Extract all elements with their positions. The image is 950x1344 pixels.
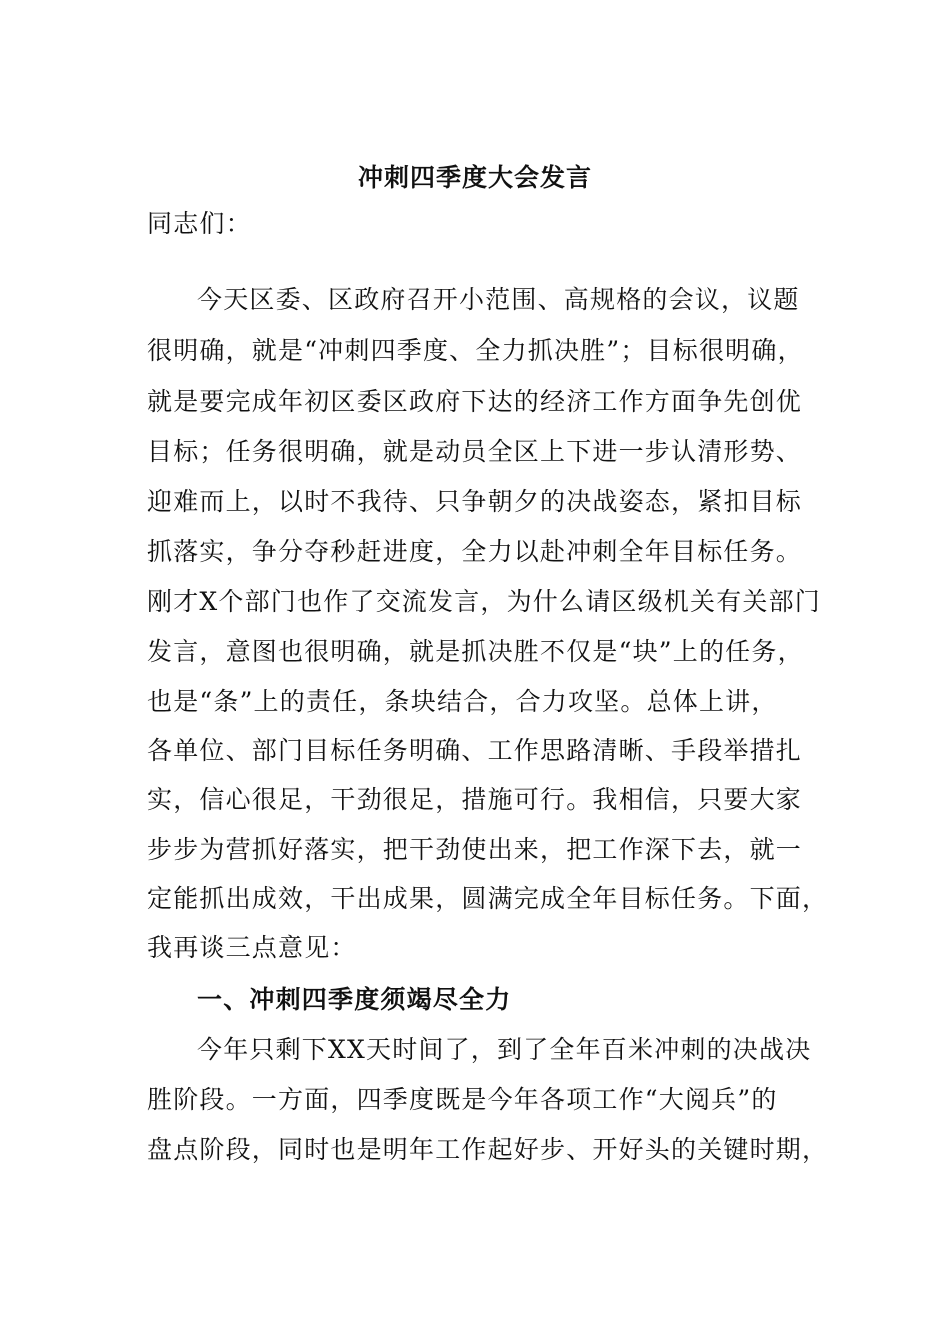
body-line: 实，信心很足，干劲很足，措施可行。我相信，只要大家 xyxy=(147,785,803,814)
body-line: 抓落实，争分夺秒赶进度，全力以赴冲刺全年目标任务。 xyxy=(147,537,803,566)
body-line: 就是要完成年初区委区政府下达的经济工作方面争先创优 xyxy=(147,387,803,416)
body-line: 也是“条”上的责任，条块结合，合力攻坚。总体上讲， xyxy=(147,687,778,716)
body-line: 目标；任务很明确，就是动员全区上下进一步认清形势、 xyxy=(147,437,803,466)
section-line: 今年只剩下XX天时间了，到了全年百米冲刺的决战决 xyxy=(197,1035,812,1064)
salutation: 同志们： xyxy=(147,209,252,238)
body-line: 各单位、部门目标任务明确、工作思路清晰、手段举措扎 xyxy=(147,736,803,765)
body-line: 刚才X个部门也作了交流发言，为什么请区级机关有关部门 xyxy=(147,587,822,616)
body-line: 今天区委、区政府召开小范围、高规格的会议，议题 xyxy=(197,285,800,314)
body-line: 定能抓出成效，干出成果，圆满完成全年目标任务。下面， xyxy=(147,884,829,913)
section-heading: 一、冲刺四季度须竭尽全力 xyxy=(197,985,512,1014)
body-line: 迎难而上，以时不我待、只争朝夕的决战姿态，紧扣目标 xyxy=(147,487,803,516)
body-line: 我再谈三点意见： xyxy=(147,933,357,962)
section-line: 胜阶段。一方面，四季度既是今年各项工作“大阅兵”的 xyxy=(147,1085,778,1114)
section-line: 盘点阶段，同时也是明年工作起好步、开好头的关键时期， xyxy=(147,1135,829,1164)
body-line: 步步为营抓好落实，把干劲使出来，把工作深下去，就一 xyxy=(147,835,803,864)
body-line: 发言，意图也很明确，就是抓决胜不仅是“块”上的任务， xyxy=(147,637,804,666)
document-title: 冲刺四季度大会发言 xyxy=(357,163,592,192)
body-line: 很明确，就是“冲刺四季度、全力抓决胜”；目标很明确， xyxy=(147,336,804,365)
